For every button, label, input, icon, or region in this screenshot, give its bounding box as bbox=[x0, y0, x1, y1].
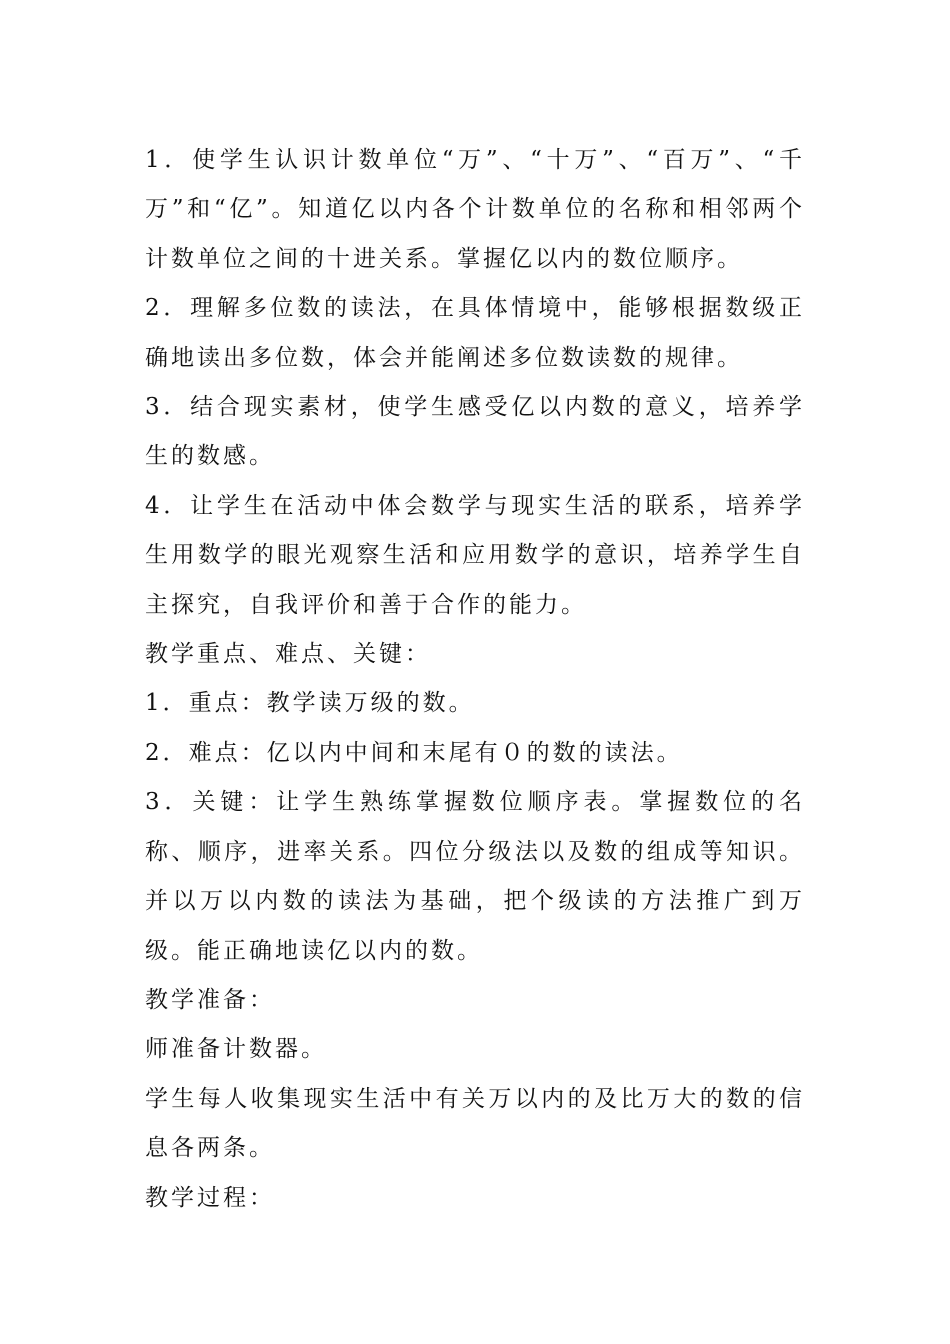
key-point-focus: 1．重点：教学读万级的数。 bbox=[145, 690, 475, 717]
key-points-heading: 教学重点、难点、关键： bbox=[145, 641, 431, 668]
preparation-heading: 教学准备： bbox=[145, 986, 275, 1013]
objective-2-paragraph: 2．理解多位数的读法，在具体情境中，能够根据数级正确地读出多位数，体会并能阐述多位数读数的规律。 bbox=[145, 295, 805, 371]
key-point-difficulty: 2．难点：亿以内中间和末尾有０的数的读法。 bbox=[145, 739, 683, 766]
objective-1-paragraph: 1．使学生认识计数单位“万”、“十万”、“百万”、“千万”和“亿”。知道亿以内各个计数单位的名称和相邻两个计数单位之间的十进关系。掌握亿以内的数位顺序。 bbox=[145, 147, 805, 272]
objective-4-paragraph: 4．让学生在活动中体会数学与现实生活的联系，培养学生用数学的眼光观察生活和应用数学的意识，培养学生自主探究，自我评价和善于合作的能力。 bbox=[145, 492, 805, 618]
teacher-preparation: 师准备计数器。 bbox=[145, 1036, 327, 1063]
process-heading: 教学过程： bbox=[145, 1184, 275, 1211]
document-body bbox=[145, 136, 805, 1223]
key-point-key: 3．关键：让学生熟练掌握数位顺序表。掌握数位的名称、顺序，进率关系。四位分级法以及数的组成等知识。并以万以内数的读法为基础，把个级读的方法推广到万级。能正确地读亿以内的数。 bbox=[145, 789, 805, 964]
student-preparation: 学生每人收集现实生活中有关万以内的及比万大的数的信息各两条。 bbox=[145, 1085, 805, 1162]
objective-3-paragraph: 3．结合现实素材，使学生感受亿以内数的意义，培养学生的数感。 bbox=[145, 394, 805, 470]
